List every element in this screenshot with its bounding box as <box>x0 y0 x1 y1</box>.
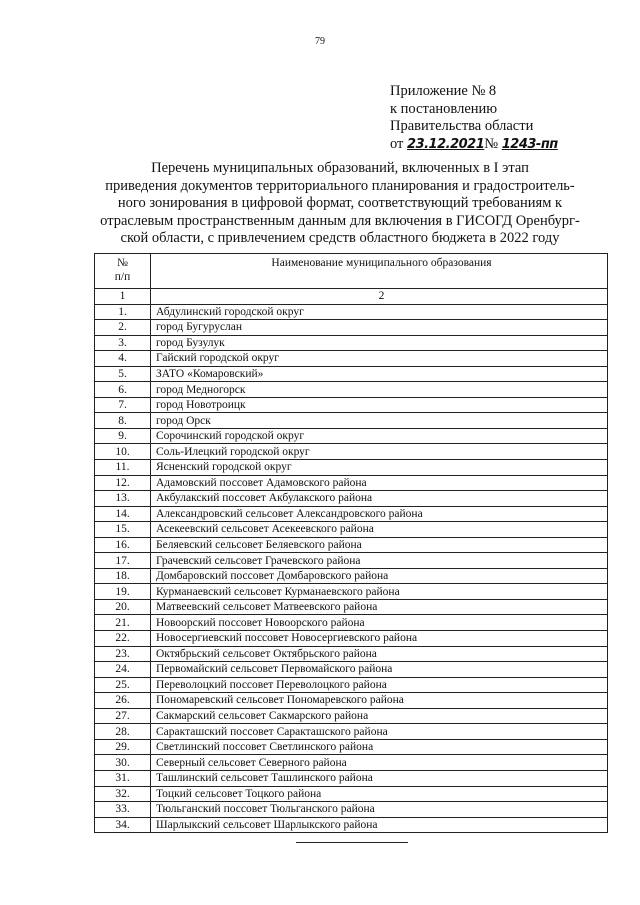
table-row <box>95 366 608 382</box>
table-row <box>95 491 608 507</box>
row-municipality-name: Тоцкий сельсовет Тоцкого района <box>151 786 608 802</box>
row-number: 6. <box>95 382 151 398</box>
closing-divider <box>296 842 408 843</box>
row-number: 14. <box>95 506 151 522</box>
decree-number: 1243-пп <box>501 136 558 152</box>
row-municipality-name: Новосергиевский поссовет Новосергиевского района <box>151 631 608 647</box>
row-municipality-name: Сорочинский городской округ <box>151 428 608 444</box>
row-number: 2. <box>95 320 151 336</box>
row-number: 24. <box>95 662 151 678</box>
row-municipality-name: Абдулинский городской округ <box>151 304 608 320</box>
table-row <box>95 522 608 538</box>
title-line: отраслевым пространственным данным для включения в ГИСОГД Оренбург- <box>100 212 580 229</box>
row-municipality-name: Северный сельсовет Северного района <box>151 755 608 771</box>
decree-date: 23.12.2021 <box>407 136 485 152</box>
row-municipality-name: город Бугуруслан <box>151 320 608 336</box>
row-municipality-name: Адамовский поссовет Адамовского района <box>151 475 608 491</box>
row-number: 11. <box>95 460 151 476</box>
row-number: 10. <box>95 444 151 460</box>
table-row <box>95 631 608 647</box>
row-municipality-name: город Медногорск <box>151 382 608 398</box>
table-header-row <box>95 254 608 289</box>
table-row <box>95 428 608 444</box>
row-municipality-name: город Новотроицк <box>151 397 608 413</box>
table-row <box>95 351 608 367</box>
table-row <box>95 382 608 398</box>
table-row <box>95 817 608 833</box>
table-row <box>95 304 608 320</box>
row-number: 34. <box>95 817 151 833</box>
date-prefix: от <box>390 135 404 152</box>
row-municipality-name: Гайский городской округ <box>151 351 608 367</box>
row-municipality-name: Пономаревский сельсовет Пономаревского района <box>151 693 608 709</box>
row-number: 7. <box>95 397 151 413</box>
row-number: 8. <box>95 413 151 429</box>
row-municipality-name: Матвеевский сельсовет Матвеевского района <box>151 599 608 615</box>
row-number: 26. <box>95 693 151 709</box>
row-municipality-name: Александровский сельсовет Александровского района <box>151 506 608 522</box>
row-municipality-name: Октябрьский сельсовет Октябрьского района <box>151 646 608 662</box>
row-number: 23. <box>95 646 151 662</box>
table-row <box>95 584 608 600</box>
title-line: ской области, с привлечением средств областного бюджета в 2022 году <box>120 230 560 246</box>
table-row <box>95 693 608 709</box>
row-number: 19. <box>95 584 151 600</box>
column-index-1: 1 <box>95 289 151 305</box>
row-municipality-name: ЗАТО «Комаровский» <box>151 366 608 382</box>
row-municipality-name: Шарлыкский сельсовет Шарлыкского района <box>151 817 608 833</box>
appendix-date-line <box>390 136 558 154</box>
row-municipality-name: Соль-Илецкий городской округ <box>151 444 608 460</box>
appendix-subtitle: к постановлению <box>390 100 498 117</box>
table-row <box>95 460 608 476</box>
table-row <box>95 568 608 584</box>
row-number: 32. <box>95 786 151 802</box>
row-municipality-name: Беляевский сельсовет Беляевского района <box>151 537 608 553</box>
row-municipality-name: Переволоцкий поссовет Переволоцкого района <box>151 677 608 693</box>
row-number: 31. <box>95 770 151 786</box>
table-row <box>95 770 608 786</box>
table-row <box>95 724 608 740</box>
row-number: 20. <box>95 599 151 615</box>
row-number: 16. <box>95 537 151 553</box>
table-row <box>95 677 608 693</box>
title-line: Перечень муниципальных образований, включенных в I этап <box>151 160 529 176</box>
header-name: Наименование муниципального образования <box>151 254 608 289</box>
row-municipality-name: город Орск <box>151 413 608 429</box>
table-row <box>95 320 608 336</box>
row-number: 15. <box>95 522 151 538</box>
row-number: 25. <box>95 677 151 693</box>
row-municipality-name: Домбаровский поссовет Домбаровского района <box>151 568 608 584</box>
row-number: 12. <box>95 475 151 491</box>
header-number: № п/п <box>95 254 151 289</box>
row-number: 9. <box>95 428 151 444</box>
table-row <box>95 615 608 631</box>
row-municipality-name: Первомайский сельсовет Первомайского района <box>151 662 608 678</box>
title-line: приведения документов территориального планирования и градостроитель- <box>105 177 575 194</box>
row-municipality-name: Ясненский городской округ <box>151 460 608 476</box>
number-prefix: № <box>484 135 499 152</box>
appendix-header <box>390 83 558 153</box>
table-row <box>95 646 608 662</box>
row-number: 29. <box>95 739 151 755</box>
row-municipality-name: Асекеевский сельсовет Асекеевского района <box>151 522 608 538</box>
table-row <box>95 553 608 569</box>
table-row <box>95 475 608 491</box>
table-row <box>95 662 608 678</box>
table-row <box>95 537 608 553</box>
row-municipality-name: Тюльганский поссовет Тюльганского района <box>151 802 608 818</box>
page-number: 79 <box>315 36 325 47</box>
row-number: 33. <box>95 802 151 818</box>
row-municipality-name: Грачевский сельсовет Грачевского района <box>151 553 608 569</box>
table-row <box>95 755 608 771</box>
table-row <box>95 335 608 351</box>
row-number: 4. <box>95 351 151 367</box>
row-municipality-name: Ташлинский сельсовет Ташлинского района <box>151 770 608 786</box>
row-municipality-name: Сакмарский сельсовет Сакмарского района <box>151 708 608 724</box>
row-number: 1. <box>95 304 151 320</box>
column-index-2: 2 <box>151 289 608 305</box>
table-row <box>95 397 608 413</box>
column-index-row <box>95 289 608 305</box>
table-row <box>95 786 608 802</box>
row-municipality-name: Новоорский поссовет Новоорского района <box>151 615 608 631</box>
row-number: 22. <box>95 631 151 647</box>
table-row <box>95 444 608 460</box>
row-municipality-name: Саракташский поссовет Саракташского района <box>151 724 608 740</box>
table-row <box>95 506 608 522</box>
appendix-authority: Правительства области <box>390 118 534 134</box>
table-row <box>95 802 608 818</box>
row-municipality-name: Акбулакский поссовет Акбулакского района <box>151 491 608 507</box>
row-number: 30. <box>95 755 151 771</box>
row-number: 27. <box>95 708 151 724</box>
row-number: 3. <box>95 335 151 351</box>
row-number: 5. <box>95 366 151 382</box>
appendix-title: Приложение № 8 <box>390 83 497 99</box>
row-number: 13. <box>95 491 151 507</box>
row-number: 17. <box>95 553 151 569</box>
municipalities-table <box>94 253 608 833</box>
row-number: 18. <box>95 568 151 584</box>
row-municipality-name: Светлинский поссовет Светлинского района <box>151 739 608 755</box>
document-title <box>70 160 610 248</box>
title-line: ного зонирования в цифровой формат, соответствующий требованиям к <box>117 195 563 211</box>
table-row <box>95 413 608 429</box>
row-municipality-name: город Бузулук <box>151 335 608 351</box>
table-row <box>95 599 608 615</box>
row-number: 28. <box>95 724 151 740</box>
table-row <box>95 739 608 755</box>
row-number: 21. <box>95 615 151 631</box>
table-row <box>95 708 608 724</box>
row-municipality-name: Курманаевский сельсовет Курманаевского района <box>151 584 608 600</box>
